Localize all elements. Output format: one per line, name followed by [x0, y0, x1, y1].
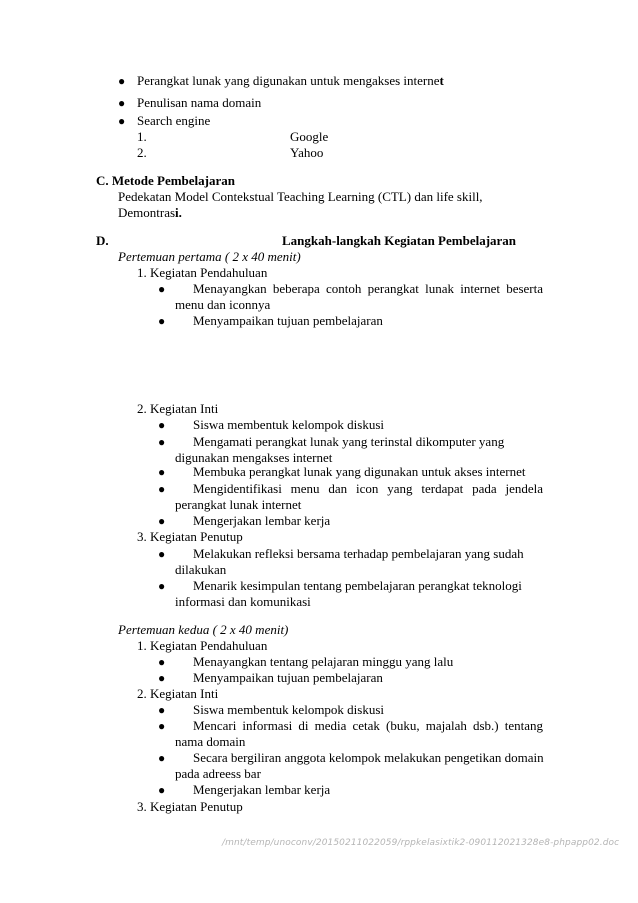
activity-item: Siswa membentuk kelompok diskusi: [193, 417, 385, 432]
activity-label: 1. Kegiatan Pendahuluan: [137, 265, 268, 280]
activity-item-cont: pada adreess bar: [175, 766, 261, 781]
bullet: ●: [118, 74, 126, 88]
activity-item-cont: perangkat lunak internet: [175, 497, 302, 512]
activity-item: Secara bergiliran anggota kelompok melakukan pengetikan domain: [193, 750, 544, 765]
activity-item-cont: informasi dan komunikasi: [175, 594, 311, 609]
bullet: ●: [158, 435, 166, 449]
list-item: Search engine: [137, 113, 211, 128]
bullet: ●: [158, 783, 166, 797]
activity-item: Menarik kesimpulan tentang pembelajaran perangkat teknologi: [193, 578, 522, 593]
list-item: Penulisan nama domain: [137, 95, 262, 110]
bullet: ●: [158, 314, 166, 328]
bullet: ●: [158, 671, 166, 685]
search-engine-number: 2.: [137, 145, 147, 160]
activity-item-cont: dilakukan: [175, 562, 227, 577]
bullet: ●: [158, 547, 166, 561]
bullet: ●: [158, 418, 166, 432]
bullet: ●: [158, 465, 166, 479]
search-engine-name: Yahoo: [290, 145, 324, 160]
bullet: ●: [158, 751, 166, 765]
activity-item: Menyampaikan tujuan pembelajaran: [193, 670, 383, 685]
bullet: ●: [158, 655, 166, 669]
activity-item: Melakukan refleksi bersama terhadap pembelajaran yang sudah: [193, 546, 524, 561]
activity-item: Mengamati perangkat lunak yang terinstal dikomputer yang: [193, 434, 505, 449]
activity-label: 2. Kegiatan Inti: [137, 401, 219, 416]
list-item: Perangkat lunak yang digunakan untuk mengakses internet: [137, 73, 444, 88]
search-engine-name: Google: [290, 129, 329, 144]
activity-item: Menyampaikan tujuan pembelajaran: [193, 313, 383, 328]
activity-item: Menayangkan tentang pelajaran minggu yang lalu: [193, 654, 454, 669]
activity-item-cont: digunakan mengakses internet: [175, 450, 333, 465]
section-c-heading: C. Metode Pembelajaran: [96, 173, 235, 188]
search-engine-number: 1.: [137, 129, 147, 144]
activity-item: Membuka perangkat lunak yang digunakan untuk akses internet: [193, 464, 526, 479]
activity-item: Menayangkan beberapa contoh perangkat lunak internet beserta: [193, 281, 543, 296]
activity-item: Mengidentifikasi menu dan icon yang terdapat pada jendela: [193, 481, 543, 496]
bullet: ●: [158, 719, 166, 733]
activity-label: 3. Kegiatan Penutup: [137, 529, 243, 544]
bullet: ●: [158, 703, 166, 717]
bullet: ●: [158, 579, 166, 593]
bullet: ●: [118, 96, 126, 110]
meeting-1-title: Pertemuan pertama ( 2 x 40 menit): [118, 249, 301, 264]
bullet: ●: [158, 282, 166, 296]
bullet: ●: [158, 482, 166, 496]
method-text: Pedekatan Model Contekstual Teaching Learning (CTL) dan life skill,: [118, 189, 483, 204]
activity-item: Siswa membentuk kelompok diskusi: [193, 702, 385, 717]
activity-item: Mengerjakan lembar kerja: [193, 513, 331, 528]
activity-item-cont: menu dan iconnya: [175, 297, 271, 312]
activity-label: 3. Kegiatan Penutup: [137, 799, 243, 814]
activity-item: Mencari informasi di media cetak (buku, majalah dsb.) tentang: [193, 718, 543, 733]
meeting-2-title: Pertemuan kedua ( 2 x 40 menit): [118, 622, 289, 637]
bullet: ●: [118, 114, 126, 128]
activity-label: 2. Kegiatan Inti: [137, 686, 219, 701]
section-d-heading: Langkah-langkah Kegiatan Pembelajaran: [282, 233, 517, 248]
file-path-footer: /mnt/temp/unoconv/20150211022059/rppkelasixtik2-090112021328e8-phpapp02.doc: [222, 838, 620, 848]
method-text: Demontrasi.: [118, 205, 182, 220]
activity-label: 1. Kegiatan Pendahuluan: [137, 638, 268, 653]
activity-item-cont: nama domain: [175, 734, 246, 749]
activity-item: Mengerjakan lembar kerja: [193, 782, 331, 797]
bullet: ●: [158, 514, 166, 528]
section-d-letter: D.: [96, 233, 109, 248]
